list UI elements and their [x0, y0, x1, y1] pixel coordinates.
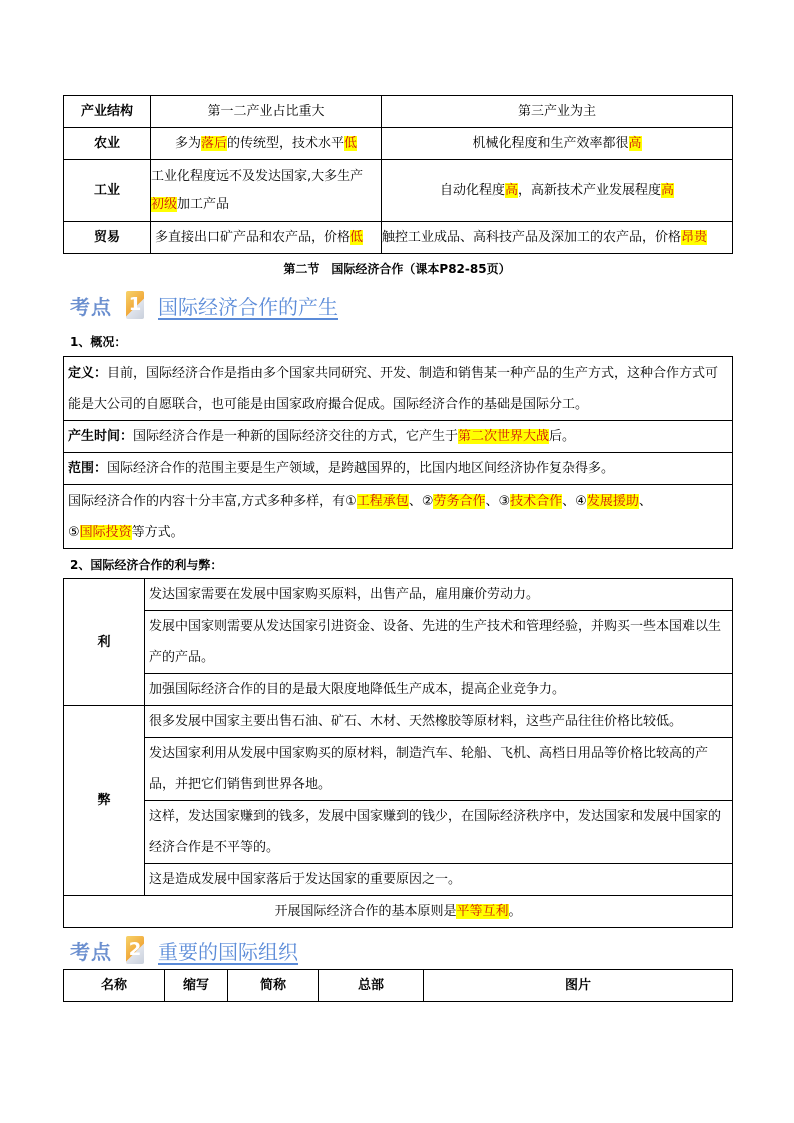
cons-item: 很多发展中国家主要出售石油、矿石、木材、天然橡胶等原材料，这些产品往往价格比较低。 [145, 706, 733, 738]
developing-cell: 多为落后的传统型，技术水平低 [151, 128, 382, 160]
header-industry-structure: 产业结构 [64, 96, 151, 128]
cons-label: 弊 [64, 706, 145, 896]
developing-cell: 工业化程度远不及发达国家,大多生产 初级加工产品 [151, 160, 382, 222]
pros-cons-table [63, 578, 733, 928]
cons-item: 这样，发达国家赚到的钱多，发展中国家赚到的钱少，在国际经济秩序中，发达国家和发展中国家的经济合作是不平等的。 [145, 801, 733, 864]
content-cell: 国际经济合作的内容十分丰富,方式多种多样，有①工程承包、②劳务合作、③技术合作、④发展援助、 ⑤国际投资等方式。 [64, 485, 733, 549]
number-badge-icon: 2 [124, 935, 146, 965]
pros-item: 发达国家需要在发展中国家购买原料，出售产品，雇用廉价劳动力。 [145, 579, 733, 611]
pros-item: 加强国际经济合作的目的是最大限度地降低生产成本，提高企业竞争力。 [145, 674, 733, 706]
header-name: 名称 [64, 970, 165, 1002]
developing-cell: 多直接出口矿产品和农产品，价格低 [151, 222, 382, 254]
cons-item: 这是造成发展中国家落后于发达国家的重要原因之一。 [145, 864, 733, 896]
row-label: 工业 [64, 160, 151, 222]
time-cell: 产生时间：国际经济合作是一种新的国际经济交往的方式，它产生于第二次世界大战后。 [64, 421, 733, 453]
pros-label: 利 [64, 579, 145, 706]
cons-item: 发达国家利用从发展中国家购买的原材料，制造汽车、轮船、飞机、高档日用品等价格比较高的产品，并把它们销售到世界各地。 [145, 738, 733, 801]
row-label: 农业 [64, 128, 151, 160]
scope-cell: 范围：国际经济合作的范围主要是生产领域，是跨越国界的，比国内地区间经济协作复杂得多。 [64, 453, 733, 485]
section-title: 第二节 国际经济合作（课本P82-85页） [283, 262, 511, 276]
developed-cell: 机械化程度和生产效率都很高 [382, 128, 733, 160]
kaodian-heading-2 [70, 933, 298, 967]
header-hq: 总部 [319, 970, 424, 1002]
subheading-pros-cons: 2、国际经济合作的利与弊： [70, 558, 223, 572]
header-developing: 第一二产业占比重大 [151, 96, 382, 128]
kaodian-prefix: 考点 [70, 294, 112, 319]
developed-cell: 自动化程度高，高新技术产业发展程度高 [382, 160, 733, 222]
header-short: 简称 [228, 970, 319, 1002]
header-picture: 图片 [424, 970, 733, 1002]
kaodian-title: 国际经济合作的产生 [158, 294, 338, 319]
definition-cell: 定义：目前，国际经济合作是指由多个国家共同研究、开发、制造和销售某一种产品的生产方式，这种合作方式可能是大公司的自愿联合，也可能是由国家政府撮合促成。国际经济合作的基础是国际分工。 [64, 357, 733, 421]
row-trade [64, 222, 733, 254]
kaodian-title: 重要的国际组织 [158, 939, 298, 964]
principle-cell: 开展国际经济合作的基本原则是平等互利。 [64, 896, 733, 928]
kaodian-prefix: 考点 [70, 939, 112, 964]
header-developed: 第三产业为主 [382, 96, 733, 128]
kaodian-heading-1 [70, 288, 338, 322]
subheading-overview: 1、概况： [70, 335, 127, 349]
developed-cell: 触控工业成品、高科技产品及深加工的农产品，价格昂贵 [382, 222, 733, 254]
economy-comparison-table [63, 95, 733, 254]
organizations-table [63, 969, 733, 1002]
row-label: 贸易 [64, 222, 151, 254]
number-badge-icon: 1 [124, 290, 146, 320]
row-industry [64, 160, 733, 222]
pros-item: 发展中国家则需要从发达国家引进资金、设备、先进的生产技术和管理经验，并购买一些本国难以生产的产品。 [145, 611, 733, 674]
header-abbr: 缩写 [165, 970, 228, 1002]
overview-table [63, 356, 733, 549]
row-agriculture [64, 128, 733, 160]
